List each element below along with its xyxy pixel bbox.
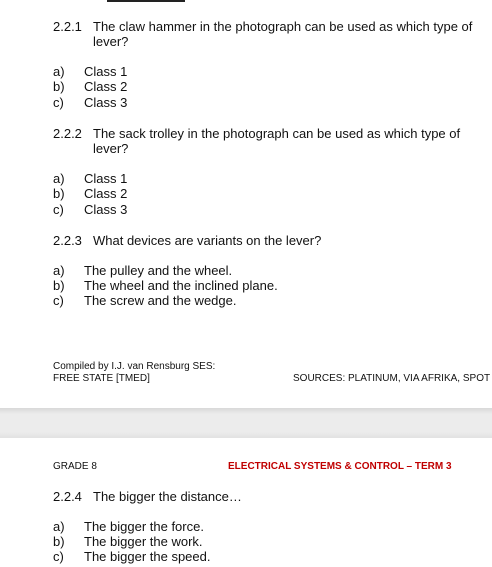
option-letter: a) bbox=[53, 171, 65, 186]
header-grade: GRADE 8 bbox=[53, 461, 97, 472]
question-number: 2.2.4 bbox=[53, 489, 82, 504]
question-number: 2.2.3 bbox=[53, 233, 82, 248]
question-text-line2: lever? bbox=[93, 141, 129, 156]
question-2-2-2 bbox=[53, 126, 483, 158]
option-text: Class 2 bbox=[84, 79, 128, 94]
option-letter: b) bbox=[53, 186, 65, 201]
question-2-2-4 bbox=[53, 489, 483, 505]
top-rule bbox=[107, 0, 185, 2]
option-letter: c) bbox=[53, 293, 64, 308]
footer-region: FREE STATE [TMED] bbox=[53, 373, 150, 384]
option-text: The bigger the speed. bbox=[84, 549, 211, 564]
question-text-line1: What devices are variants on the lever? bbox=[93, 233, 322, 248]
option-text: The wheel and the inclined plane. bbox=[84, 278, 278, 293]
option-letter: c) bbox=[53, 202, 64, 217]
question-2-2-3 bbox=[53, 233, 483, 249]
footer-sources: SOURCES: PLATINUM, VIA AFRIKA, SPOT bbox=[293, 373, 491, 384]
option-text: Class 3 bbox=[84, 202, 128, 217]
option-letter: b) bbox=[53, 79, 65, 94]
option-text: The bigger the force. bbox=[84, 519, 204, 534]
document-page-bottom bbox=[0, 438, 492, 567]
question-number: 2.2.1 bbox=[53, 19, 82, 34]
header-subject: ELECTRICAL SYSTEMS & CONTROL – TERM 3 bbox=[228, 461, 452, 472]
option-text: Class 1 bbox=[84, 64, 128, 79]
question-number: 2.2.2 bbox=[53, 126, 82, 141]
option-letter: b) bbox=[53, 534, 65, 549]
footer-compiled-by: Compiled by I.J. van Rensburg SES: bbox=[53, 361, 216, 372]
page-separator bbox=[0, 408, 492, 438]
option-letter: c) bbox=[53, 95, 64, 110]
option-letter: a) bbox=[53, 263, 65, 278]
option-letter: c) bbox=[53, 549, 64, 564]
option-text: The screw and the wedge. bbox=[84, 293, 237, 308]
option-letter: b) bbox=[53, 278, 65, 293]
question-text-line2: lever? bbox=[93, 34, 129, 49]
option-letter: a) bbox=[53, 519, 65, 534]
option-text: Class 2 bbox=[84, 186, 128, 201]
question-2-2-1 bbox=[53, 19, 483, 51]
option-text: The bigger the work. bbox=[84, 534, 203, 549]
question-text-line1: The bigger the distance… bbox=[93, 489, 242, 504]
question-text-line1: The sack trolley in the photograph can be used as which type of bbox=[93, 126, 461, 141]
option-text: The pulley and the wheel. bbox=[84, 263, 233, 278]
question-text-line1: The claw hammer in the photograph can be used as which type of bbox=[93, 19, 473, 34]
option-text: Class 1 bbox=[84, 171, 128, 186]
option-text: Class 3 bbox=[84, 95, 128, 110]
option-letter: a) bbox=[53, 64, 65, 79]
